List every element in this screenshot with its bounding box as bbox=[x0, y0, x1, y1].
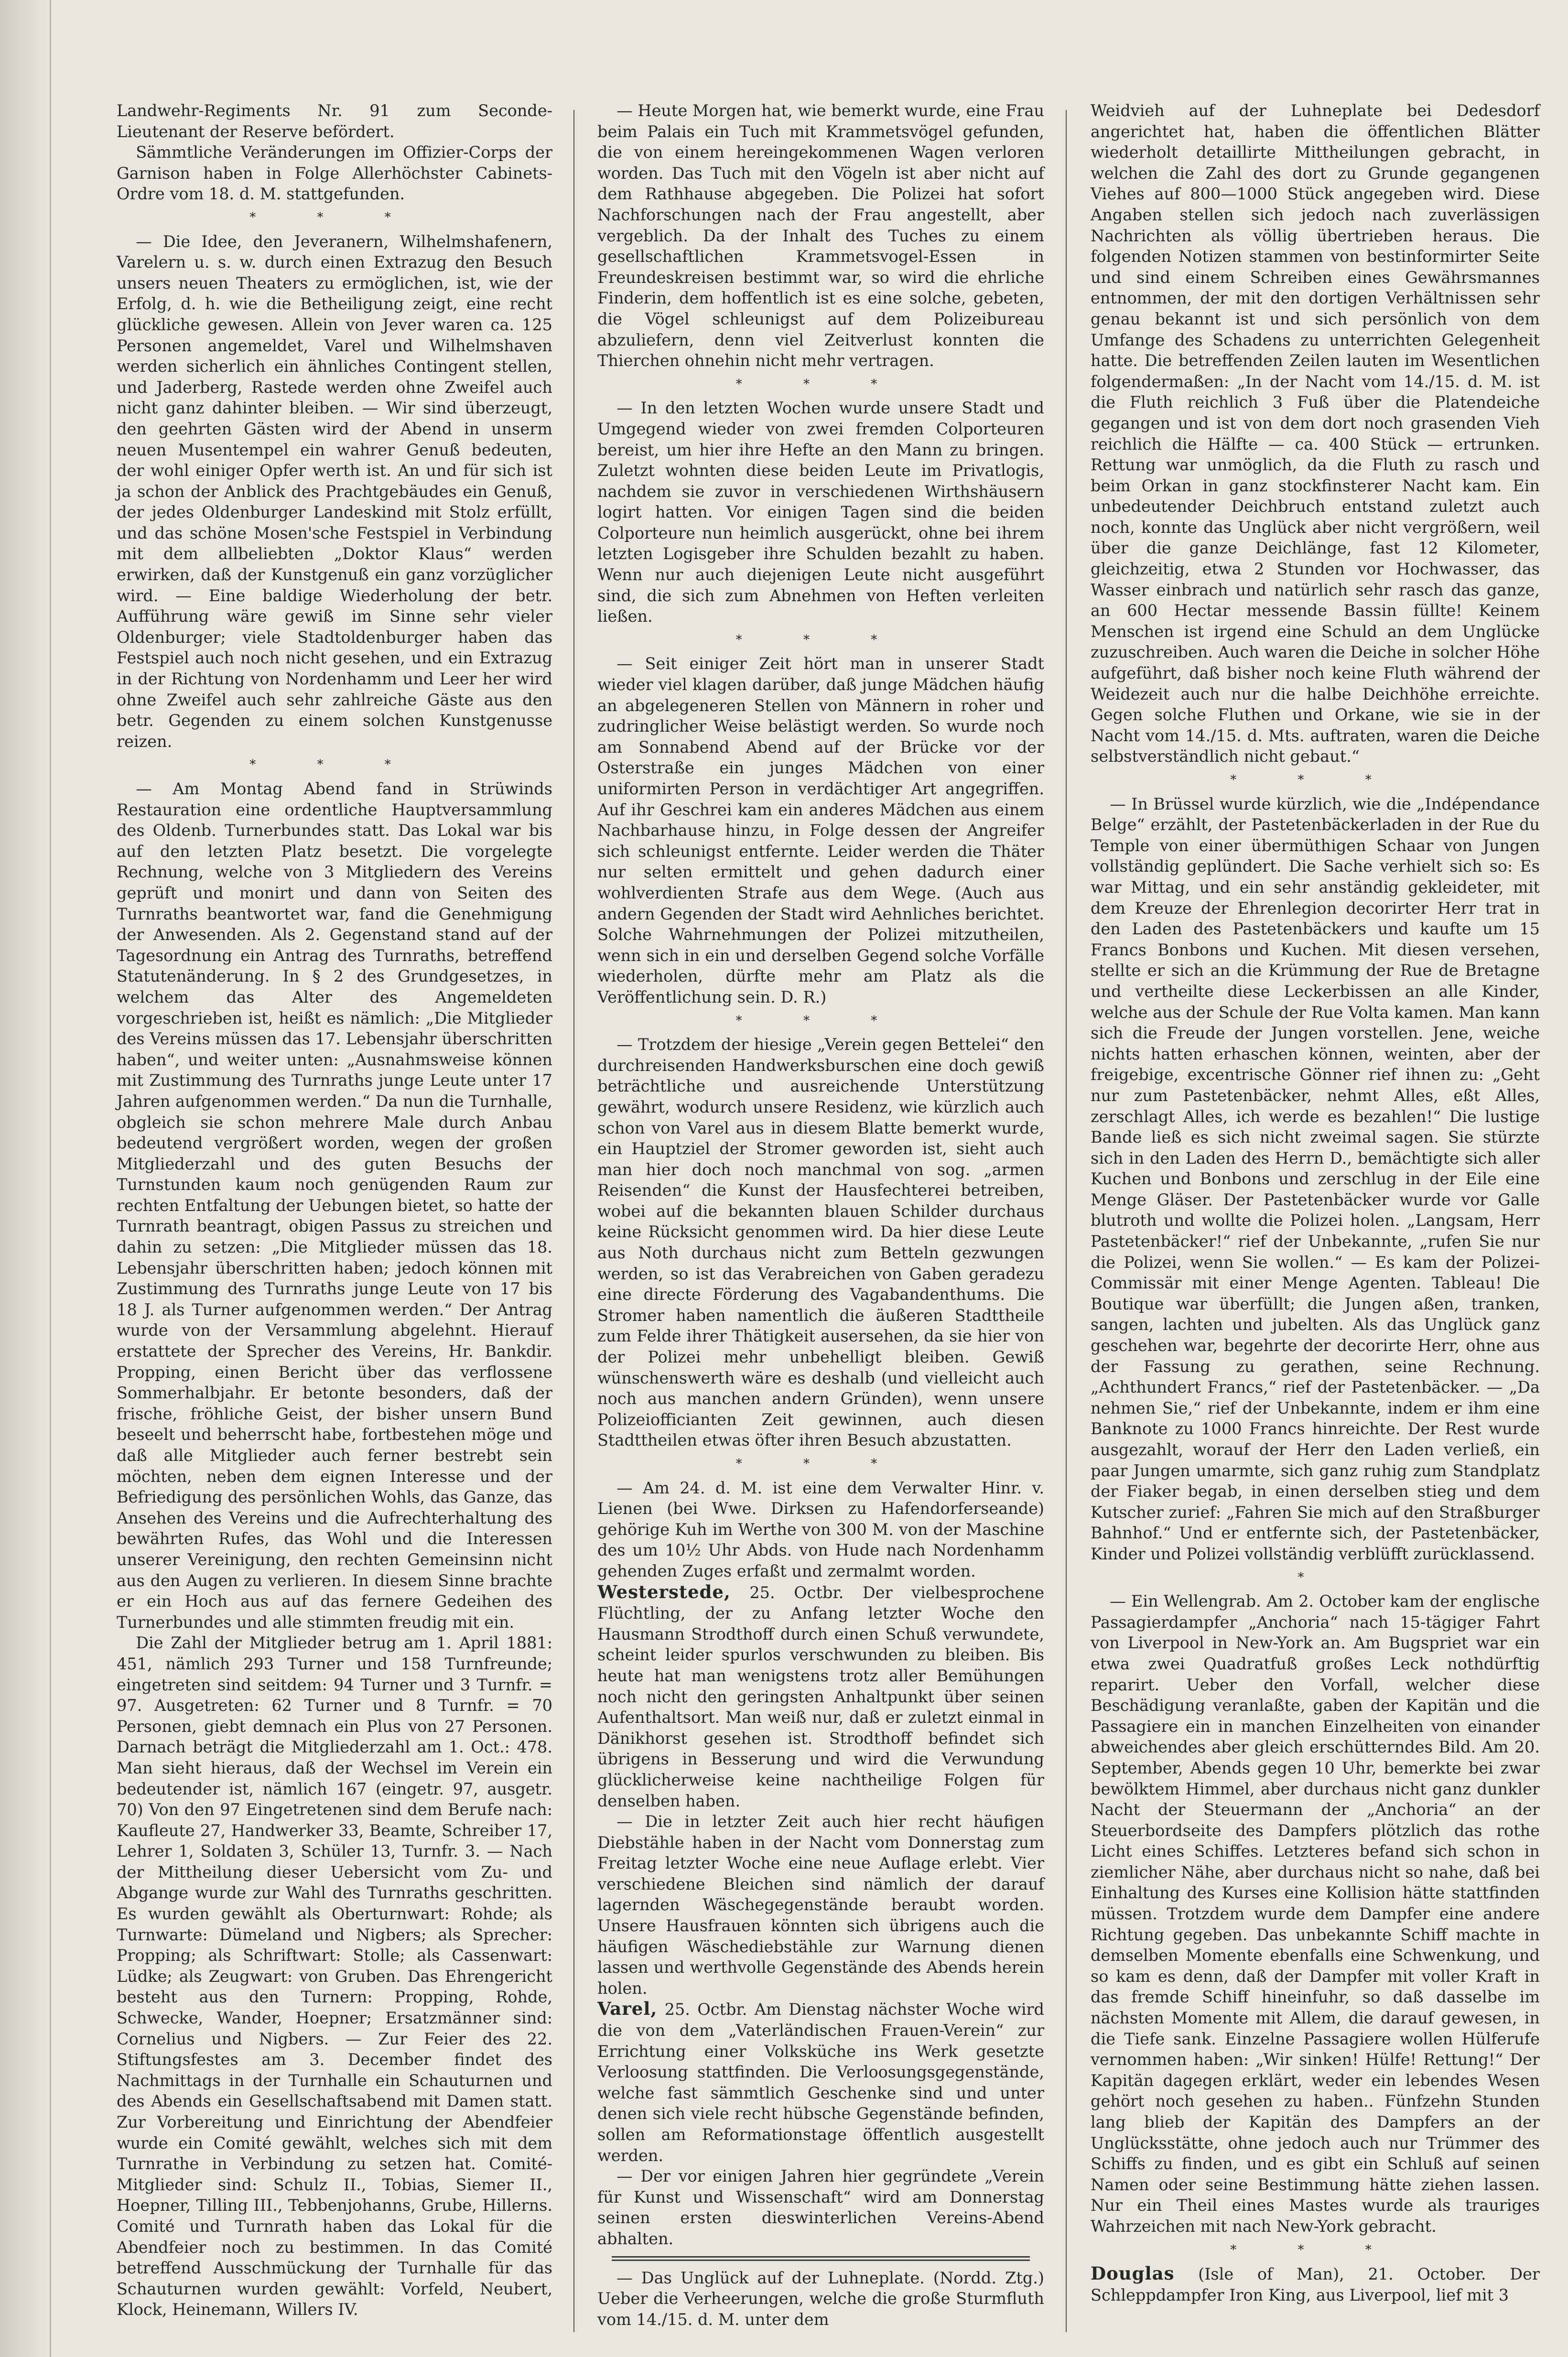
section-divider-stars: * * * bbox=[1230, 2242, 1400, 2257]
dateline-place: Douglas bbox=[1091, 2263, 1175, 2284]
dateline-text: 25. Octbr. Der vielbesprochene Flüchtling, der zu Anfang letzter Woche den Hausmann Strodthoff durch einen Schuß verwundete, scheint leider spurlos verschwunden zu bleiben. Bis heute hat man wenigstens trotz aller Bemühungen noch nicht den geringsten Anhaltpunkt über seinen Aufenthaltsort. Man weiß nur, daß er zuletzt einmal in Dänikhorst gesehen ist. Strodthoff befindet sich übrigens in Besserung und wird die Verwundung glücklicherweise keine nachtheilige Folgen für denselben haben. bbox=[597, 1583, 1044, 1810]
dateline-text: (Isle of Man), 21. October. Der Schleppdampfer Iron King, aus Liverpool, lief mit 3 bbox=[1091, 2265, 1540, 2304]
article-paragraph: — Am Montag Abend fand in Strüwinds Restauration eine ordentliche Hauptversammlung des Oldenb. Turnerbundes statt. Das Lokal war bis auf den letzten Platz besetzt. Die vorgelegte Rechnung, welche von 3 Mitgliedern des Vereins geprüft und monirt und dann von Seiten des Turnraths beantwortet war, fand die Genehmigung der Anwesenden. Als 2. Gegenstand stand auf der Tagesordnung ein Antrag des Turnraths, betreffend Statutenänderung. In § 2 des Grundgesetzes, in welchem das Alter des Angemeldeten vorgeschrieben ist, heißt es nämlich: „Die Mitglieder des Vereins müssen das 17. Lebensjahr überschritten haben“, und weiter unten: „Ausnahmsweise können mit Zustimmung des Turnraths junge Leute unter 17 Jahren aufgenommen werden.“ Da nun die Turnhalle, obgleich sie schon mehrere Male durch Anbau bedeutend vergrößert worden, wegen der großen Mitgliederzahl und des guten Besuchs der Turnstunden kaum noch genügenden Raum zur rechten Entfaltung der Uebungen bietet, so hatte der Turnrath beantragt, obigen Passus zu streichen und dahin zu setzen: „Die Mitglieder müssen das 18. Lebensjahr überschritten haben; jedoch können mit Zustimmung des Turnraths junge Leute von 17 bis 18 J. als Turner aufgenommen werden.“ Der Antrag wurde von der Versammlung abgelehnt. Hierauf erstattete der Sprecher des Vereins, Hr. Bankdir. Propping, einen Bericht über das verflossene Sommerhalbjahr. Er betonte besonders, daß der frische, fröhliche Geist, der bisher unsern Bund beseelt und beherrscht habe, fortbestehen möge und daß alle Mitglieder auch ferner bestrebt sein möchten, neben dem eignen Interesse und der Befriedigung des persönlichen Wohls, das Ganze, das Ansehen des Vereins und die Aufrechterhaltung des bewährten Rufes, das Wohl und die Interessen unserer Vereinigung, den rechten Gemeinsinn nicht aus den Augen zu verlieren. In diesem Sinne brachte er ein Hoch aus auf das fernere Gedeihen des Turnerbundes und alle stimmten freudig mit ein. bbox=[117, 779, 552, 1632]
section-divider-stars: * bbox=[1298, 1570, 1333, 1585]
double-rule-divider bbox=[612, 2256, 1030, 2261]
article-paragraph: — Heute Morgen hat, wie bemerkt wurde, eine Frau beim Palais ein Tuch mit Krammetsvögel gefunden, die von einem hereingekommenen Wagen verloren worden. Das Tuch mit den Vögeln ist aber nicht auf dem Rathhause abgegeben. Die Polizei hat sofort Nachforschungen nach der Frau angestellt, aber vergeblich. Da der Inhalt des Tuches zu einem gesellschaftlichen Krammetsvogel-Essen in Freundeskreisen bestimmt war, so wird die ehrliche Finderin, dem hoffentlich ist es eine solche, gebeten, die Vögel schleunigst auf dem Polizeibureau abzuliefern, denn viel Zeitverlust konnten die Thierchen ohnehin nicht mehr vertragen. bbox=[597, 101, 1044, 370]
section-divider-stars: * * * bbox=[735, 632, 906, 647]
article-paragraph: — Die Idee, den Jeveranern, Wilhelmshafenern, Varelern u. s. w. durch einen Extrazug den Besuch unsers neuen Theaters zu ermöglichen, ist, wie der Erfolg, d. h. wie die Betheiligung zeigt, eine recht glückliche gewesen. Allein von Jever waren ca. 125 Personen angemeldet, Varel und Wilhelmshaven werden sicherlich ein ähnliches Contingent stellen, und Jaderberg, Rastede werden ohne Zweifel auch nicht ganz dahinter bleiben. — Wir sind überzeugt, den geehrten Gästen wird der Abend in unserm neuen Musentempel ein wahrer Genuß bedeuten, der wohl einiger Opfer werth ist. An und für sich ist ja schon der Anblick des Prachtgebäudes ein Genuß, der jedes Oldenburger Landeskind mit Stolz erfüllt, und das schöne Mosen'sche Festspiel in Verbindung mit dem allbeliebten „Doktor Klaus“ werden erwirken, daß der Kunstgenuß ein ganz vorzüglicher wird. — Eine baldige Wiederholung der betr. Aufführung wäre gewiß im Sinne sehr vieler Oldenburger; viele Stadtoldenburger haben das Festspiel auch noch nicht gesehen, und ein Extrazug in der Richtung von Nordenhamm und Leer her wird ohne Zweifel auch sehr zahlreiche Gäste aus den betr. Gegenden zu einem solchen Kunstgenusse reizen. bbox=[117, 232, 552, 751]
article-paragraph: — In Brüssel wurde kürzlich, wie die „Indépendance Belge“ erzählt, der Pastetenbäckerladen in der Rue du Temple von einer übermüthigen Schaar von Jungen vollständig geplündert. Die Sache verhielt sich so: Es war Mittag, und ein sehr anständig gekleideter, mit dem Kreuze der Ehrenlegion decorirter Herr trat in den Laden des Pastetenbäckers und kaufte um 15 Francs Bonbons und Kuchen. Mit diesen versehen, stellte er sich an die Krümmung der Rue de Bretagne und vertheilte diese Leckerbissen an alle Kinder, welche aus der Schule der Rue Volta kamen. Man kann sich die Freude der Jungen vorstellen. Jene, weiche nichts hatten erhaschen können, weinten, aber der freigebige, excentrische Gönner rief ihnen zu: „Geht nur zum Pastetenbäcker, nehmt Alles, eßt Alles, zerschlagt Alles, ich werde es bezahlen!“ Die lustige Bande ließ es sich nicht zweimal sagen. Sie stürzte sich in den Laden des Herrn D., bemächtigte sich aller Kuchen und Bonbons und zerschlug in der Eile eine Menge Gläser. Der Pastetenbäcker wurde vor Galle blutroth und wollte die Polizei holen. „Langsam, Herr Pastetenbäcker!“ rief der Unbekannte, „rufen Sie nur die Polizei, wenn Sie wollen.“ — Es kam der Polizei-Commissär mit einer Menge Agenten. Tableau! Die Boutique war überfüllt; die Jungen aßen, tranken, sangen, lachten und jubelten. Als das Unglück ganz geschehen war, begehrte der decorirte Herr, ohne aus der Fassung zu gerathen, seine Rechnung. „Achthundert Francs,“ rief der Pastetenbäcker. — „Da nehmen Sie,“ rief der Unbekannte, indem er ihm eine Banknote zu 1000 Francs hinreichte. Der Rest wurde ausgezahlt, worauf der Herr den Laden verließ, ein paar Jungen umarmte, sich ganz ruhig zum Standplatz der Fiaker begab, in einen derselben stieg und dem Kutscher zurief: „Fahren Sie mich auf den Straßburger Bahnhof.“ Und er entfernte sich, der Pastetenbäcker, Kinder und Polizei vollständig verblüfft zurücklassend. bbox=[1091, 794, 1540, 1563]
column-rule bbox=[573, 110, 574, 2332]
scan-page-edge bbox=[0, 0, 53, 2357]
dateline-text: 25. Octbr. Am Dienstag nächster Woche wird die von dem „Vaterländischen Frauen-Verein“ zur Errichtung einer Volksküche ins Werk gesetzte Verloosung stattfinden. Die Verloosungsgegenstände, welche fast sämmtlich Geschenke sind und unter denen sich viele recht hübsche Gegenstände befinden, sollen am Reformationstage öffentlich ausgestellt werden. bbox=[597, 2000, 1044, 2165]
article-paragraph: — Die in letzter Zeit auch hier recht häufigen Diebstähle haben in der Nacht vom Donnerstag zum Freitag letzter Woche eine neue Auflage erlebt. Vier verschiedene Bleichen sind nämlich der darauf lagernden Wäschegegenstände beraubt worden. Unsere Hausfrauen könnten sich übrigens auch die häufigen Wäschediebstähle zur Warnung dienen lassen und werthvolle Gegenstände des Abends herein holen. bbox=[597, 1812, 1044, 1998]
section-divider-stars: * * * bbox=[249, 757, 420, 772]
column-right bbox=[1091, 100, 1540, 2305]
section-divider-stars: * * * bbox=[735, 377, 906, 391]
dateline-place: Westerstede, bbox=[597, 1581, 731, 1602]
article-paragraph: — Am 24. d. M. ist eine dem Verwalter Hinr. v. Lienen (bei Wwe. Dirksen zu Hafendorferseande) gehörige Kuh im Werthe von 300 M. von der Maschine des um 10½ Uhr Abds. von Hude nach Nordenhamm gehenden Zuges erfaßt und zermalmt worden. bbox=[597, 1478, 1044, 1580]
article-paragraph: — In den letzten Wochen wurde unsere Stadt und Umgegend wieder von zwei fremden Colporteuren bereist, um hier ihre Hefte an den Mann zu bringen. Zuletzt wohnten diese beiden Leute im Privatlogis, nachdem sie zuvor in verschiedenen Wirthshäusern logirt hatten. Vor einigen Tagen sind die beiden Colporteure nun heimlich ausgerückt, ohne bei ihrem letzten Logisgeber ihre Schulden bezahlt zu haben. Wenn nur auch diejenigen Leute nicht ausgeführt sind, die sich zum Abnehmen von Heften verleiten ließen. bbox=[597, 399, 1044, 626]
article-paragraph-dateline bbox=[597, 1999, 1044, 2166]
article-paragraph: — Seit einiger Zeit hört man in unserer Stadt wieder viel klagen darüber, daß junge Mädchen häufig an abgelegeneren Stellen von Männern in roher und zudringlicher Weise belästigt werden. So wurde noch am Sonnabend Abend auf der Brücke vor der Osterstraße ein junges Mädchen von einer uniformirten Person in verdächtiger Art angegriffen. Auf ihr Geschrei kam ein anderes Mädchen aus einem Nachbarhause hinzu, in Folge dessen der Angreifer sich schleunigst entfernte. Leider werden die Thäter nur selten ermittelt und gehen dadurch einer wohlverdienten Strafe aus dem Wege. (Auch aus andern Gegenden der Stadt wird Aehnliches berichtet. Solche Wahrnehmungen der Polizei mitzutheilen, wenn sich in ein und derselben Gegend solche Vorfälle wiederholen, dürfte mehr am Platz als die Veröffentlichung sein. D. R.) bbox=[597, 654, 1044, 1006]
article-paragraph: — Der vor einigen Jahren hier gegründete „Verein für Kunst und Wissenschaft“ wird am Donnerstag seinen ersten dieswinterlichen Vereins-Abend abhalten. bbox=[597, 2167, 1044, 2248]
article-paragraph: — Ein Wellengrab. Am 2. October kam der englische Passagierdampfer „Anchoria“ nach 15-tägiger Fahrt von Liverpool in New-York an. Am Bugspriet war ein etwa zwei Quadratfuß großes Leck nothdürftig reparirt. Ueber den Vorfall, welcher diese Beschädigung veranlaßte, gaben der Kapitän und die Passagiere ein in manchen Einzelheiten von einander abweichendes aber gleich erschütterndes Bild. Am 20. September, Abends gegen 10 Uhr, bemerkte bei zwar bewölktem Himmel, aber durchaus nicht ganz dunkler Nacht der Steuermann der „Anchoria“ an der Steuerbordseite des Dampfers plötzlich das rothe Licht eines Schiffes. Letzteres befand sich schon in ziemlicher Nähe, aber durchaus nicht so nahe, daß bei Einhaltung des Kurses eine Kollision hätte stattfinden müssen. Trotzdem wurde dem Dampfer eine andere Richtung gegeben. Das unbekannte Schiff machte in demselben Momente ebenfalls eine Schwenkung, und so kam es denn, daß der Dampfer mit voller Kraft in das fremde Schiff hineinfuhr, so daß dasselbe im nächsten Momente mit Allem, die darauf gewesen, in die Tiefe sank. Einzelne Passagiere wollen Hülferufe vernommen haben: „Wir sinken! Hülfe! Rettung!“ Der Kapitän dagegen erklärt, weder ein lebendes Wesen gehört noch gesehen zu haben.. Fünfzehn Stunden lang blieb der Kapitän des Dampfers an der Unglücksstätte, ohne jedoch auch nur Trümmer des Schiffs zu finden, und es gibt ein Schluß auf seinen Namen oder seine Bestimmung hätte ziehen lassen. Nur ein Theil eines Mastes wurde als trauriges Wahrzeichen mit nach New-York gebracht. bbox=[1091, 1592, 1540, 2236]
article-paragraph: Sämmtliche Veränderungen im Offizier-Corps der Garnison haben in Folge Allerhöchster Cabinets-Ordre vom 18. d. M. stattgefunden. bbox=[117, 143, 552, 204]
column-left bbox=[117, 100, 552, 2320]
article-paragraph-dateline bbox=[597, 1582, 1044, 1812]
section-divider-stars: * * * bbox=[1230, 773, 1400, 787]
scan-binding-line bbox=[50, 0, 51, 2357]
column-rule bbox=[1066, 110, 1067, 2332]
article-paragraph: Weidvieh auf der Luhneplate bei Dedesdorf angerichtet hat, haben die öffentlichen Blätter wiederholt detaillirte Mittheilungen gebracht, in welchen die Zahl des dort zu Grunde gegangenen Viehes auf 800—1000 Stück angegeben wird. Diese Angaben stellen sich jedoch nach zuverlässigen Nachrichten als völlig übertrieben heraus. Die folgenden Notizen stammen von bestinformirter Seite und sind einem Schreiben eines Gewährsmannes entnommen, der mit den dortigen Verhältnissen sehr genau bekannt ist und sich persönlich von dem Umfange des Schadens zu unterrichten Gelegenheit hatte. Die betreffenden Zeilen lauten im Wesentlichen folgendermaßen: „In der Nacht vom 14./15. d. M. ist die Fluth reichlich 3 Fuß über die Platendeiche gegangen und ist von dem dort noch grasenden Vieh reichlich die Hälfte — ca. 400 Stück — ertrunken. Rettung war unmöglich, da die Fluth zu rasch und beim Orkan in ganz stockfinsterer Nacht kam. Ein unbedeutender Deichbruch entstand zuletzt auch noch, konnte das Unglück aber nicht vergrößern, weil über die ganze Deichlänge, fast 12 Kilometer, gleichzeitig, etwa 2 Stunden vor Hochwasser, das Wasser einbrach und natürlich sehr rasch das ganze, an 600 Hectar messende Bassin füllte! Keinem Menschen ist irgend eine Schuld an dem Unglücke zuzuschreiben. Auch waren die Deiche in solcher Höhe aufgeführt, daß bisher noch keine Fluth während der Weidezeit auch nur die halbe Deichhöhe erreichte. Gegen solche Fluthen und Orkane, wie sie in der Nacht vom 14./15. d. Mts. auftraten, waren die Deiche selbstverständlich nicht gebaut.“ bbox=[1091, 101, 1540, 766]
column-middle bbox=[597, 100, 1044, 2330]
article-paragraph: — Trotzdem der hiesige „Verein gegen Bettelei“ den durchreisenden Handwerksburschen eine doch gewiß beträchtliche und ausreichende Unterstützung gewährt, wodurch unsere Residenz, wie kürzlich auch schon von Varel aus in diesem Blatte bemerkt wurde, ein Hauptziel der Stromer geworden ist, sieht auch man hier doch noch manchmal von sog. „armen Reisenden“ die Kunst der Hausfechterei betreiben, wobei auf die bekannten blauen Schilder durchaus keine Rücksicht genommen wird. Da hier diese Leute aus Noth durchaus nicht zum Betteln gezwungen werden, so ist das Verabreichen von Gaben geradezu eine directe Förderung des Vagabandenthums. Die Stromer haben namentlich die äußeren Stadttheile zum Felde ihrer Thätigkeit ausersehen, da sie hier von der Polizei mehr unbehelligt bleiben. Gewiß wünschenswerth wäre es deshalb (und vielleicht auch noch aus manchen andern Gründen), wenn unsere Polizeiofficianten Zeit gewinnen, auch diesen Stadttheilen etwas öfter ihren Besuch abzustatten. bbox=[597, 1035, 1044, 1450]
section-divider-stars: * * * bbox=[249, 210, 420, 225]
article-paragraph-dateline bbox=[1091, 2263, 1540, 2305]
article-paragraph: Landwehr-Regiments Nr. 91 zum Seconde-Lieutenant der Reserve befördert. bbox=[117, 101, 552, 141]
article-paragraph: — Das Unglück auf der Luhneplate. (Nordd. Ztg.) Ueber die Verheerungen, welche die große Sturmfluth vom 14./15. d. M. unter dem bbox=[597, 2268, 1044, 2329]
section-divider-stars: * * * bbox=[735, 1457, 906, 1471]
section-divider-stars: * * * bbox=[735, 1013, 906, 1028]
dateline-place: Varel, bbox=[597, 1998, 658, 2020]
article-paragraph: Die Zahl der Mitglieder betrug am 1. April 1881: 451, nämlich 293 Turner und 158 Turnfreunde; eingetreten sind seitdem: 94 Turner und 3 Turnfr. = 97. Ausgetreten: 62 Turner und 8 Turnfr. = 70 Personen, giebt demnach ein Plus von 27 Personen. Darnach beträgt die Mitgliederzahl am 1. Oct.: 478. Man sieht hieraus, daß der Wechsel im Verein ein bedeutender ist, nämlich 167 (eingetr. 97, ausgetr. 70) Von den 97 Eingetretenen sind dem Berufe nach: Kaufleute 27, Handwerker 33, Beamte, Schreiber 17, Lehrer 1, Soldaten 3, Schüler 13, Turnfr. 3. — Nach der Mittheilung dieser Uebersicht vom Zu- und Abgange wurde zur Wahl des Turnraths geschritten. Es wurden gewählt als Oberturnwart: Rohde; als Turnwarte: Dümeland und Nigbers; als Sprecher: Propping; als Schriftwart: Stolle; als Cassenwart: Lüdke; als Zeugwart: von Gruben. Das Ehrengericht besteht aus den Turnern: Propping, Rohde, Schwecke, Wander, Hoepner; Ersatzmänner sind: Cornelius und Nigbers. — Zur Feier des 22. Stiftungsfestes am 3. December findet des Nachmittags in der Turnhalle ein Schauturnen und des Abends ein Gesellschaftsabend mit Damen statt. Zur Vorbereitung und Einrichtung der Abendfeier wurde ein Comité gewählt, welches sich mit dem Turnrathe in Verbindung zu setzen hat. Comité-Mitglieder sind: Schulz II., Tobias, Siemer II., Hoepner, Tilling III., Tebbenjohanns, Grube, Hillerns. Comité und Turnrath haben das Lokal für die Abendfeier noch zu bestimmen. In das Comité betreffend Ausschmückung der Turnhalle für das Schauturnen wurden gewählt: Vorfeld, Neubert, Klock, Heinemann, Willers IV. bbox=[117, 1633, 552, 2319]
